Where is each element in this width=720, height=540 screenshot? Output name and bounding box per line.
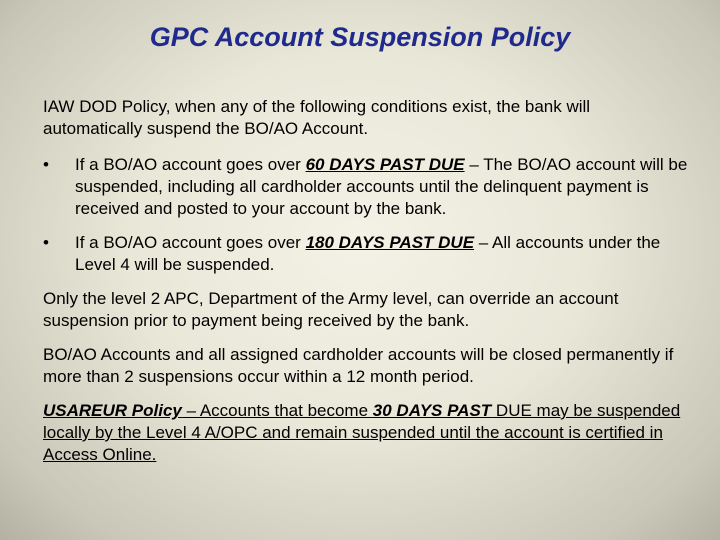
- usareur-text-2: DUE may be suspended locally by the Level 4 A/OPC and remain suspended until the account is certified in Access Online.: [43, 401, 681, 464]
- page-title: GPC Account Suspension Policy: [149, 22, 571, 52]
- bullet-emphasis: 180 DAYS PAST DUE: [305, 233, 475, 252]
- policy-body: [43, 96, 693, 466]
- bullet-emphasis: 60 DAYS PAST DUE: [305, 155, 465, 174]
- bullet-text-pre: If a BO/AO account goes over: [75, 233, 306, 252]
- usareur-policy-paragraph: [43, 400, 693, 466]
- usareur-emphasis: 30 DAYS PAST: [372, 401, 492, 420]
- bullet-text-post: – All accounts under the Level 4 will be suspended.: [75, 233, 661, 274]
- bullet-marker: •: [43, 233, 49, 252]
- intro-paragraph: IAW DOD Policy, when any of the following conditions exist, the bank will automatically suspend the BO/AO Account.: [43, 97, 591, 138]
- bullet-item-180-days: [43, 232, 693, 276]
- bullet-marker: •: [43, 155, 49, 174]
- usareur-text-1: – Accounts that become: [181, 401, 373, 420]
- override-paragraph: Only the level 2 APC, Department of the Army level, can override an account suspension prior to payment being received by the bank.: [43, 289, 619, 330]
- bullet-text-post: – The BO/AO account will be suspended, including all cardholder accounts until the delinquent payment is received and posted to your account by the bank.: [75, 155, 688, 218]
- usareur-label: USAREUR Policy: [43, 401, 182, 420]
- bullet-text-pre: If a BO/AO account goes over: [75, 155, 306, 174]
- closure-paragraph: BO/AO Accounts and all assigned cardholder accounts will be closed permanently if more than 2 suspensions occur within a 12 month period.: [43, 345, 674, 386]
- bullet-item-60-days: [43, 154, 693, 220]
